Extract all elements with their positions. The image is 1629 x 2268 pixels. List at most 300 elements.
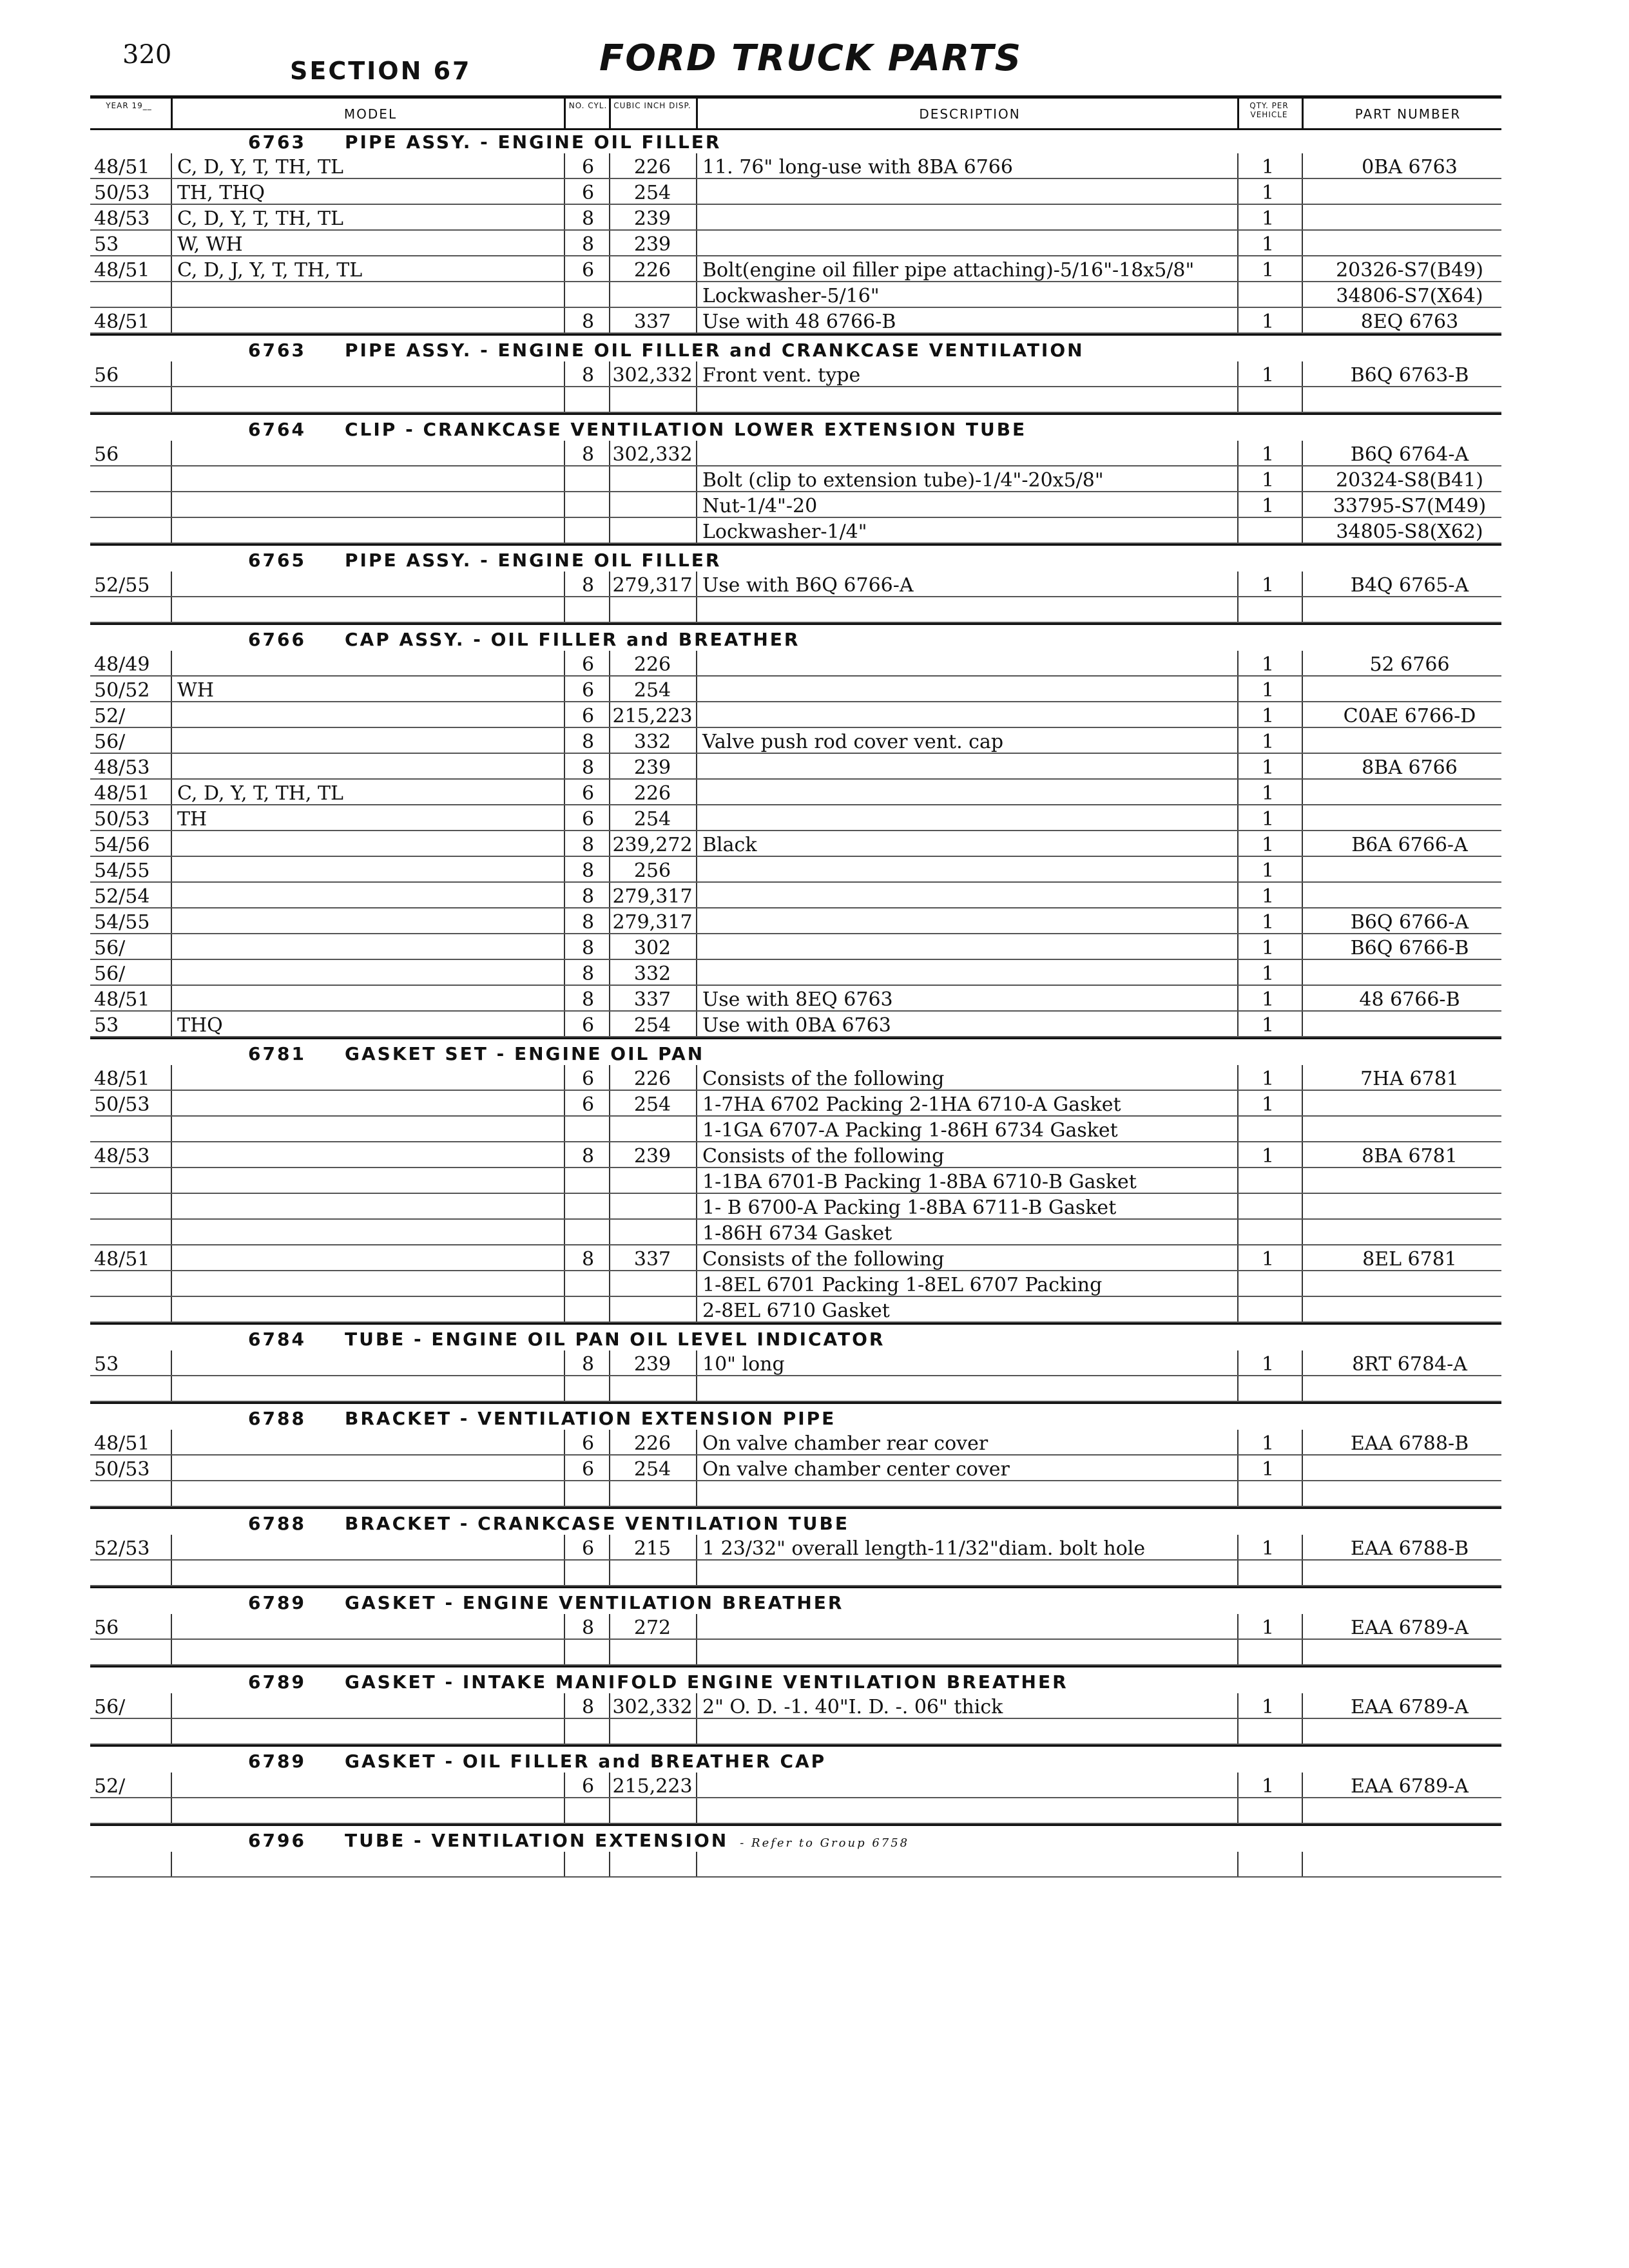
table-row <box>90 1614 1501 1640</box>
table-row <box>90 308 1501 334</box>
group-header <box>90 1325 1501 1350</box>
table-row <box>90 986 1501 1012</box>
cell-cyl: 6 <box>581 259 595 282</box>
cell-part: B6A 6766-A <box>1351 834 1468 856</box>
cell-part: B6Q 6766-B <box>1350 937 1469 959</box>
cell-qty: 1 <box>1261 834 1275 856</box>
cell-disp: 239 <box>633 233 671 256</box>
table-row <box>90 179 1501 205</box>
cell-year: 48/51 <box>94 988 150 1011</box>
cell-desc: 1- B 6700-A Packing 1-8BA 6711-B Gasket <box>702 1196 1117 1219</box>
cell-qty: 1 <box>1261 653 1275 676</box>
group-number: 6789 <box>248 1592 306 1613</box>
cell-model: C, D, Y, T, TH, TL <box>177 782 343 805</box>
cell-part: EAA 6788-B <box>1350 1537 1469 1560</box>
cell-qty: 1 <box>1261 1353 1275 1376</box>
cell-year: 50/53 <box>94 808 150 831</box>
part-group <box>90 1507 1501 1586</box>
cell-qty: 1 <box>1261 574 1275 597</box>
cell-year: 48/53 <box>94 1145 150 1168</box>
cell-cyl: 8 <box>581 443 595 466</box>
cell-cyl: 8 <box>581 233 595 256</box>
col-year: YEAR 19__ <box>106 101 152 110</box>
table-row <box>90 1194 1501 1220</box>
group-header <box>90 1039 1501 1065</box>
table-row <box>90 572 1501 597</box>
cell-disp: 254 <box>633 808 671 831</box>
cell-disp: 254 <box>633 1014 671 1037</box>
table-row <box>90 1245 1501 1271</box>
cell-part: EAA 6788-B <box>1350 1432 1469 1455</box>
cell-year: 52/ <box>94 1775 126 1798</box>
cell-part: 48 6766-B <box>1359 988 1460 1011</box>
table-row <box>90 282 1501 308</box>
cell-qty: 1 <box>1261 782 1275 805</box>
cell-disp: 215 <box>633 1537 671 1560</box>
cell-desc: 1-7HA 6702 Packing 2-1HA 6710-A Gasket <box>702 1093 1121 1116</box>
cell-disp: 332 <box>633 963 671 985</box>
cell-qty: 1 <box>1261 1145 1275 1168</box>
table-row <box>90 857 1501 883</box>
table-row <box>90 934 1501 960</box>
cell-qty: 1 <box>1261 1068 1275 1090</box>
part-group <box>90 623 1501 1037</box>
cell-disp: 226 <box>633 1068 671 1090</box>
table-row <box>90 883 1501 908</box>
cell-disp: 279,317 <box>612 911 693 934</box>
table-row <box>90 831 1501 857</box>
cell-cyl: 8 <box>581 207 595 230</box>
cell-qty: 1 <box>1261 207 1275 230</box>
col-model: MODEL <box>343 106 398 122</box>
cell-desc: Lockwasher-1/4" <box>702 521 867 543</box>
cell-year: 48/49 <box>94 653 150 676</box>
cell-year: 56/ <box>94 731 126 753</box>
group-header <box>90 625 1501 651</box>
table-row <box>90 1561 1501 1586</box>
group-title: PIPE ASSY. - ENGINE OIL FILLER <box>345 131 722 153</box>
table-row <box>90 1430 1501 1456</box>
cell-disp: 226 <box>633 782 671 805</box>
table-row <box>90 466 1501 492</box>
cell-part: EAA 6789-A <box>1351 1696 1469 1718</box>
cell-desc: Consists of the following <box>702 1145 945 1168</box>
cell-disp: 254 <box>633 182 671 204</box>
part-group <box>90 1037 1501 1323</box>
table-row <box>90 1719 1501 1745</box>
cell-year: 48/51 <box>94 156 150 178</box>
cell-cyl: 8 <box>581 1353 595 1376</box>
cell-cyl: 6 <box>581 1432 595 1455</box>
cell-cyl: 6 <box>581 782 595 805</box>
col-cyl: NO. CYL. <box>568 101 608 110</box>
cell-year: 56/ <box>94 1696 126 1718</box>
page-title: FORD TRUCK PARTS <box>599 37 1023 79</box>
cell-part: C0AE 6766-D <box>1343 705 1476 727</box>
group-title: GASKET - OIL FILLER and BREATHER CAP <box>345 1751 827 1772</box>
cell-cyl: 8 <box>581 860 595 882</box>
cell-cyl: 6 <box>581 808 595 831</box>
cell-model: THQ <box>177 1014 223 1037</box>
cell-qty: 1 <box>1261 731 1275 753</box>
group-number: 6789 <box>248 1751 306 1772</box>
cell-part: 33795-S7(M49) <box>1333 495 1487 517</box>
cell-qty: 1 <box>1261 1617 1275 1639</box>
cell-qty: 1 <box>1261 495 1275 517</box>
table-row <box>90 1535 1501 1561</box>
cell-qty: 1 <box>1261 364 1275 387</box>
cell-cyl: 6 <box>581 705 595 727</box>
cell-qty: 1 <box>1261 1014 1275 1037</box>
cell-year: 48/53 <box>94 756 150 779</box>
cell-qty: 1 <box>1261 756 1275 779</box>
group-number: 6764 <box>248 419 306 440</box>
table-row <box>90 677 1501 702</box>
cell-disp: 337 <box>633 988 671 1011</box>
cell-cyl: 8 <box>581 731 595 753</box>
table-row <box>90 441 1501 466</box>
cell-cyl: 6 <box>581 1068 595 1090</box>
cell-disp: 332 <box>633 731 671 753</box>
cell-year: 53 <box>94 233 119 256</box>
cell-year: 52/55 <box>94 574 150 597</box>
group-header <box>90 546 1501 572</box>
group-number: 6766 <box>248 629 306 650</box>
table-row <box>90 728 1501 754</box>
cell-part: B4Q 6765-A <box>1350 574 1469 597</box>
cell-year: 56/ <box>94 937 126 959</box>
cell-cyl: 8 <box>581 988 595 1011</box>
table-row <box>90 780 1501 805</box>
cell-cyl: 8 <box>581 756 595 779</box>
cell-disp: 302,332 <box>612 1696 693 1718</box>
cell-year: 54/56 <box>94 834 150 856</box>
part-group <box>90 1745 1501 1824</box>
cell-disp: 239 <box>633 207 671 230</box>
table-row <box>90 1142 1501 1168</box>
cell-qty: 1 <box>1261 443 1275 466</box>
group-header <box>90 1509 1501 1535</box>
cell-qty: 1 <box>1261 1696 1275 1718</box>
cell-desc: 1-1BA 6701-B Packing 1-8BA 6710-B Gasket <box>702 1171 1137 1193</box>
group-header <box>90 1747 1501 1773</box>
table-row <box>90 960 1501 986</box>
table-row <box>90 205 1501 231</box>
cell-qty: 1 <box>1261 860 1275 882</box>
group-reference: - Refer to Group 6758 <box>740 1836 910 1850</box>
cell-model: W, WH <box>177 233 243 256</box>
cell-desc: 1-86H 6734 Gasket <box>702 1222 892 1245</box>
table-row <box>90 1117 1501 1142</box>
table-row <box>90 1168 1501 1194</box>
table-row <box>90 1065 1501 1091</box>
cell-part: 8BA 6781 <box>1362 1145 1458 1168</box>
table-row <box>90 754 1501 780</box>
cell-part: 34806-S7(X64) <box>1336 285 1483 307</box>
cell-disp: 226 <box>633 1432 671 1455</box>
table-row <box>90 1297 1501 1323</box>
table-row <box>90 1012 1501 1037</box>
table-row <box>90 1350 1501 1376</box>
cell-disp: 254 <box>633 1458 671 1481</box>
cell-part: 34805-S8(X62) <box>1336 521 1483 543</box>
part-group <box>90 1824 1501 1878</box>
cell-disp: 254 <box>633 1093 671 1116</box>
cell-qty: 1 <box>1261 1458 1275 1481</box>
group-number: 6788 <box>248 1408 306 1429</box>
cell-desc: Valve push rod cover vent. cap <box>702 731 1004 753</box>
cell-cyl: 8 <box>581 834 595 856</box>
cell-part: 52 6766 <box>1369 653 1450 676</box>
cell-year: 48/51 <box>94 1248 150 1271</box>
cell-desc: Consists of the following <box>702 1068 945 1090</box>
cell-year: 52/54 <box>94 885 150 908</box>
cell-desc: 1 23/32" overall length-11/32"diam. bolt hole <box>702 1537 1146 1560</box>
cell-part: 0BA 6763 <box>1362 156 1458 178</box>
cell-desc: Use with 0BA 6763 <box>702 1014 891 1037</box>
cell-disp: 337 <box>633 311 671 333</box>
table-row <box>90 518 1501 544</box>
group-title: BRACKET - CRANKCASE VENTILATION TUBE <box>345 1513 849 1534</box>
cell-cyl: 8 <box>581 1617 595 1639</box>
table-row <box>90 153 1501 179</box>
cell-qty: 1 <box>1261 705 1275 727</box>
col-disp: CUBIC INCH DISP. <box>613 101 691 110</box>
cell-cyl: 6 <box>581 1537 595 1560</box>
section-label: SECTION 67 <box>290 57 472 85</box>
cell-qty: 1 <box>1261 156 1275 178</box>
cell-year: 48/51 <box>94 259 150 282</box>
cell-disp: 239,272 <box>612 834 693 856</box>
group-header <box>90 128 1501 153</box>
part-group <box>90 1586 1501 1666</box>
cell-cyl: 8 <box>581 1248 595 1271</box>
group-number: 6763 <box>248 131 306 153</box>
cell-model: C, D, Y, T, TH, TL <box>177 156 343 178</box>
group-title: TUBE - ENGINE OIL PAN OIL LEVEL INDICATOR <box>345 1329 885 1350</box>
table-row <box>90 1481 1501 1507</box>
cell-cyl: 6 <box>581 1093 595 1116</box>
cell-part: 8BA 6766 <box>1362 756 1458 779</box>
cell-qty: 1 <box>1261 1775 1275 1798</box>
cell-part: EAA 6789-A <box>1351 1775 1469 1798</box>
column-header <box>90 95 1501 130</box>
cell-part: B6Q 6766-A <box>1350 911 1469 934</box>
cell-desc: 2" O. D. -1. 40"I. D. -. 06" thick <box>702 1696 1003 1718</box>
group-number: 6763 <box>248 340 306 361</box>
cell-desc: Consists of the following <box>702 1248 945 1271</box>
cell-qty: 1 <box>1261 259 1275 282</box>
cell-disp: 302 <box>633 937 671 959</box>
table-row <box>90 1271 1501 1297</box>
cell-part: 7HA 6781 <box>1360 1068 1459 1090</box>
cell-model: TH <box>177 808 207 831</box>
cell-year: 48/51 <box>94 782 150 805</box>
cell-model: C, D, J, Y, T, TH, TL <box>177 259 363 282</box>
group-number: 6784 <box>248 1329 306 1350</box>
cell-year: 53 <box>94 1353 119 1376</box>
table-row <box>90 1220 1501 1245</box>
table-row <box>90 702 1501 728</box>
table-row <box>90 492 1501 518</box>
col-qty: QTY. PER VEHICLE <box>1249 101 1289 119</box>
cell-qty: 1 <box>1261 311 1275 333</box>
part-group <box>90 334 1501 413</box>
cell-disp: 239 <box>633 756 671 779</box>
cell-qty: 1 <box>1261 1093 1275 1116</box>
table-row <box>90 361 1501 387</box>
cell-desc: On valve chamber rear cover <box>702 1432 988 1455</box>
cell-desc: 1-8EL 6701 Packing 1-8EL 6707 Packing <box>702 1274 1103 1296</box>
cell-year: 48/51 <box>94 1432 150 1455</box>
cell-cyl: 8 <box>581 963 595 985</box>
page-number: 320 <box>122 40 172 70</box>
cell-qty: 1 <box>1261 937 1275 959</box>
cell-qty: 1 <box>1261 182 1275 204</box>
table-row <box>90 597 1501 623</box>
cell-desc: 1-1GA 6707-A Packing 1-86H 6734 Gasket <box>702 1119 1118 1142</box>
parts-table <box>90 128 1501 1878</box>
cell-cyl: 8 <box>581 1696 595 1718</box>
cell-disp: 272 <box>633 1617 671 1639</box>
group-title: BRACKET - VENTILATION EXTENSION PIPE <box>345 1408 836 1429</box>
table-row <box>90 1456 1501 1481</box>
cell-disp: 226 <box>633 259 671 282</box>
table-row <box>90 651 1501 677</box>
part-group <box>90 544 1501 623</box>
cell-cyl: 6 <box>581 1775 595 1798</box>
page-header <box>0 37 1629 89</box>
table-row <box>90 256 1501 282</box>
cell-model: WH <box>177 679 214 702</box>
group-header <box>90 1826 1501 1852</box>
group-title: GASKET SET - ENGINE OIL PAN <box>345 1043 705 1064</box>
table-row <box>90 1091 1501 1117</box>
cell-desc: 11. 76" long-use with 8BA 6766 <box>702 156 1013 178</box>
cell-year: 48/51 <box>94 311 150 333</box>
cell-cyl: 8 <box>581 311 595 333</box>
cell-qty: 1 <box>1261 469 1275 492</box>
cell-year: 50/52 <box>94 679 150 702</box>
cell-disp: 239 <box>633 1145 671 1168</box>
cell-year: 50/53 <box>94 1093 150 1116</box>
cell-qty: 1 <box>1261 988 1275 1011</box>
cell-desc: On valve chamber center cover <box>702 1458 1010 1481</box>
group-number: 6765 <box>248 550 306 571</box>
cell-year: 52/53 <box>94 1537 150 1560</box>
cell-qty: 1 <box>1261 885 1275 908</box>
cell-qty: 1 <box>1261 1248 1275 1271</box>
group-title: GASKET - ENGINE VENTILATION BREATHER <box>345 1592 844 1613</box>
col-part-number: PART NUMBER <box>1354 106 1461 122</box>
cell-cyl: 8 <box>581 1145 595 1168</box>
cell-desc: 2-8EL 6710 Gasket <box>702 1300 890 1322</box>
cell-cyl: 6 <box>581 156 595 178</box>
part-group <box>90 1323 1501 1402</box>
table-row <box>90 1798 1501 1824</box>
group-title: PIPE ASSY. - ENGINE OIL FILLER and CRANKCASE VENTILATION <box>345 340 1084 361</box>
cell-cyl: 8 <box>581 911 595 934</box>
cell-cyl: 6 <box>581 679 595 702</box>
cell-disp: 279,317 <box>612 574 693 597</box>
cell-desc: Nut-1/4"-20 <box>702 495 818 517</box>
cell-year: 56 <box>94 1617 119 1639</box>
group-header <box>90 1588 1501 1614</box>
cell-year: 48/51 <box>94 1068 150 1090</box>
cell-disp: 337 <box>633 1248 671 1271</box>
cell-year: 56 <box>94 443 119 466</box>
group-title: CLIP - CRANKCASE VENTILATION LOWER EXTENSION TUBE <box>345 419 1027 440</box>
cell-cyl: 6 <box>581 1014 595 1037</box>
cell-part: 8EQ 6763 <box>1360 311 1459 333</box>
cell-cyl: 6 <box>581 1458 595 1481</box>
table-row <box>90 1640 1501 1666</box>
cell-disp: 215,223 <box>612 705 693 727</box>
cell-part: B6Q 6763-B <box>1350 364 1469 387</box>
table-row <box>90 1773 1501 1798</box>
part-group <box>90 1402 1501 1507</box>
cell-year: 54/55 <box>94 911 150 934</box>
cell-part: 8EL 6781 <box>1362 1248 1457 1271</box>
part-group <box>90 128 1501 334</box>
cell-qty: 1 <box>1261 679 1275 702</box>
cell-year: 48/53 <box>94 207 150 230</box>
cell-cyl: 6 <box>581 653 595 676</box>
cell-disp: 256 <box>633 860 671 882</box>
cell-year: 50/53 <box>94 182 150 204</box>
table-row <box>90 1852 1501 1878</box>
cell-cyl: 8 <box>581 364 595 387</box>
cell-cyl: 8 <box>581 885 595 908</box>
part-group <box>90 1666 1501 1745</box>
cell-disp: 226 <box>633 156 671 178</box>
cell-disp: 254 <box>633 679 671 702</box>
table-row <box>90 1693 1501 1719</box>
cell-desc: 10" long <box>702 1353 785 1376</box>
cell-year: 54/55 <box>94 860 150 882</box>
cell-model: TH, THQ <box>177 182 265 204</box>
cell-part: B6Q 6764-A <box>1350 443 1469 466</box>
group-number: 6788 <box>248 1513 306 1534</box>
cell-desc: Use with 8EQ 6763 <box>702 988 893 1011</box>
cell-year: 53 <box>94 1014 119 1037</box>
cell-qty: 1 <box>1261 911 1275 934</box>
cell-year: 56/ <box>94 963 126 985</box>
group-header <box>90 1667 1501 1693</box>
cell-desc: Front vent. type <box>702 364 861 387</box>
cell-desc: Lockwasher-5/16" <box>702 285 880 307</box>
group-title: TUBE - VENTILATION EXTENSION - Refer to Group 6758 <box>345 1830 910 1851</box>
group-header <box>90 415 1501 441</box>
cell-disp: 302,332 <box>612 443 693 466</box>
cell-cyl: 8 <box>581 574 595 597</box>
cell-qty: 1 <box>1261 963 1275 985</box>
cell-year: 50/53 <box>94 1458 150 1481</box>
group-title: PIPE ASSY. - ENGINE OIL FILLER <box>345 550 722 571</box>
cell-part: EAA 6789-A <box>1351 1617 1469 1639</box>
cell-part: 8RT 6784-A <box>1352 1353 1467 1376</box>
cell-qty: 1 <box>1261 1432 1275 1455</box>
cell-qty: 1 <box>1261 808 1275 831</box>
cell-year: 52/ <box>94 705 126 727</box>
cell-cyl: 6 <box>581 182 595 204</box>
cell-desc: Bolt (clip to extension tube)-1/4"-20x5/8" <box>702 469 1104 492</box>
cell-qty: 1 <box>1261 1537 1275 1560</box>
cell-part: 20324-S8(B41) <box>1336 469 1483 492</box>
table-row <box>90 805 1501 831</box>
col-description: DESCRIPTION <box>919 106 1021 122</box>
cell-cyl: 8 <box>581 937 595 959</box>
